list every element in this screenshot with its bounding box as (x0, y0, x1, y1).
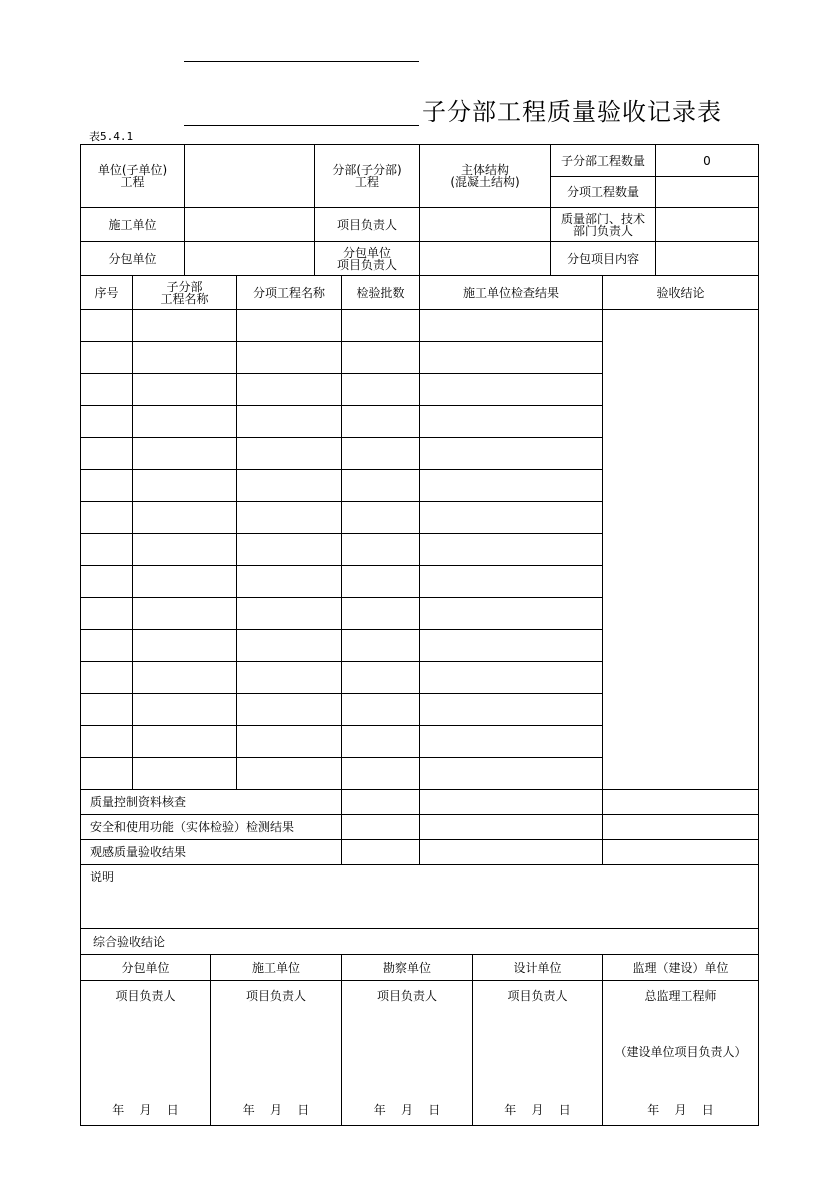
row-check-result-cell[interactable] (419, 693, 603, 726)
quality-dept-label: 质量部门、技术 部门负责人 (550, 207, 656, 242)
construction-unit-label: 施工单位 (80, 207, 185, 242)
row-sub-name-cell[interactable] (132, 373, 237, 406)
col-header-sub-name: 子分部 工程名称 (132, 275, 237, 310)
row-sub-name-cell[interactable] (132, 629, 237, 662)
col-header-check-result: 施工单位检查结果 (419, 275, 603, 310)
row-sub-name-cell[interactable] (132, 469, 237, 502)
sig-block-survey[interactable] (341, 980, 473, 1126)
row-item-name-cell[interactable] (236, 629, 342, 662)
safety-check-result[interactable] (419, 814, 603, 840)
row-batch-count-cell[interactable] (341, 469, 420, 502)
subcontract-manager-value[interactable] (419, 241, 551, 276)
row-no-cell[interactable] (80, 309, 133, 342)
row-batch-count-cell[interactable] (341, 757, 420, 790)
row-batch-count-cell[interactable] (341, 693, 420, 726)
project-manager-label: 项目负责人 (314, 207, 420, 242)
item-count-label: 分项工程数量 (550, 176, 656, 208)
col-header-batch-count: 检验批数 (341, 275, 420, 310)
row-check-result-cell[interactable] (419, 757, 603, 790)
row-item-name-cell[interactable] (236, 693, 342, 726)
row-no-cell[interactable] (80, 597, 133, 630)
row-item-name-cell[interactable] (236, 725, 342, 758)
row-sub-name-cell[interactable] (132, 341, 237, 374)
row-no-cell[interactable] (80, 469, 133, 502)
row-item-name-cell[interactable] (236, 437, 342, 470)
quality-docs-result[interactable] (419, 789, 603, 815)
row-item-name-cell[interactable] (236, 661, 342, 694)
sig-unit-subcontract: 分包单位 (80, 954, 211, 981)
row-no-cell[interactable] (80, 757, 133, 790)
sig-unit-design: 设计单位 (472, 954, 603, 981)
row-sub-name-cell[interactable] (132, 501, 237, 534)
subcontract-manager-label: 分包单位 项目负责人 (314, 241, 420, 276)
sig-date: 年 月 日 (504, 1103, 571, 1117)
row-batch-count-cell[interactable] (341, 597, 420, 630)
row-no-cell[interactable] (80, 565, 133, 598)
appearance-conclusion[interactable] (602, 839, 759, 865)
row-check-result-cell[interactable] (419, 341, 603, 374)
row-no-cell[interactable] (80, 501, 133, 534)
sig-unit-survey: 勘察单位 (341, 954, 473, 981)
row-no-cell[interactable] (80, 437, 133, 470)
row-check-result-cell[interactable] (419, 501, 603, 534)
division-label: 分部(子分部) 工程 (314, 144, 420, 208)
row-sub-name-cell[interactable] (132, 597, 237, 630)
header-line-top (184, 61, 419, 62)
row-no-cell[interactable] (80, 341, 133, 374)
sig-role: 项目负责人 (115, 989, 176, 1003)
row-sub-name-cell[interactable] (132, 661, 237, 694)
col-header-item-name: 分项工程名称 (236, 275, 342, 310)
safety-check-label: 安全和使用功能（实体检验）检测结果 (80, 814, 342, 840)
subcontract-unit-label: 分包单位 (80, 241, 185, 276)
row-check-result-cell[interactable] (419, 533, 603, 566)
row-check-result-cell[interactable] (419, 309, 603, 342)
row-sub-name-cell[interactable] (132, 405, 237, 438)
row-batch-count-cell[interactable] (341, 437, 420, 470)
project-manager-value[interactable] (419, 207, 551, 242)
row-no-cell[interactable] (80, 725, 133, 758)
row-item-name-cell[interactable] (236, 373, 342, 406)
sig-unit-construction: 施工单位 (210, 954, 342, 981)
sig-block-construction[interactable] (210, 980, 342, 1126)
row-check-result-cell[interactable] (419, 373, 603, 406)
row-item-name-cell[interactable] (236, 405, 342, 438)
quality-docs-conclusion[interactable] (602, 789, 759, 815)
row-check-result-cell[interactable] (419, 597, 603, 630)
row-sub-name-cell[interactable] (132, 725, 237, 758)
sig-date: 年 月 日 (112, 1103, 179, 1117)
sig-date: 年 月 日 (242, 1103, 310, 1117)
sub-count-value[interactable]: 0 (655, 144, 759, 177)
row-no-cell[interactable] (80, 693, 133, 726)
sig-block-subcontract[interactable] (80, 980, 211, 1126)
appearance-label: 观感质量验收结果 (80, 839, 342, 865)
row-item-name-cell[interactable] (236, 757, 342, 790)
row-item-name-cell[interactable] (236, 469, 342, 502)
quality-docs-batch[interactable] (341, 789, 420, 815)
overall-conclusion-label: 综合验收结论 (80, 928, 759, 955)
sig-role: 总监理工程师 (644, 989, 717, 1003)
row-batch-count-cell[interactable] (341, 725, 420, 758)
row-sub-name-cell[interactable] (132, 565, 237, 598)
sig-role: 项目负责人 (507, 989, 568, 1003)
sig-role: 项目负责人 (245, 989, 306, 1003)
row-sub-name-cell[interactable] (132, 533, 237, 566)
row-check-result-cell[interactable] (419, 629, 603, 662)
quality-docs-label: 质量控制资料核查 (80, 789, 342, 815)
row-batch-count-cell[interactable] (341, 565, 420, 598)
unit-label: 单位(子单位) 工程 (80, 144, 185, 208)
table-number: 表5.4.1 (89, 130, 134, 143)
subcontract-content-label: 分包项目内容 (550, 241, 656, 276)
sig-date: 年 月 日 (373, 1103, 441, 1117)
row-sub-name-cell[interactable] (132, 309, 237, 342)
appearance-batch[interactable] (341, 839, 420, 865)
header-line-bottom (184, 125, 419, 126)
col-header-no: 序号 (80, 275, 133, 310)
row-sub-name-cell[interactable] (132, 693, 237, 726)
construction-unit-value[interactable] (184, 207, 315, 242)
row-batch-count-cell[interactable] (341, 341, 420, 374)
row-no-cell[interactable] (80, 629, 133, 662)
row-no-cell[interactable] (80, 533, 133, 566)
row-batch-count-cell[interactable] (341, 373, 420, 406)
row-item-name-cell[interactable] (236, 309, 342, 342)
row-no-cell[interactable] (80, 405, 133, 438)
row-item-name-cell[interactable] (236, 533, 342, 566)
item-count-value[interactable] (655, 176, 759, 208)
subcontract-content-value[interactable] (655, 241, 759, 276)
unit-value[interactable] (184, 144, 315, 208)
row-batch-count-cell[interactable] (341, 501, 420, 534)
sub-count-label: 子分部工程数量 (550, 144, 656, 177)
row-no-cell[interactable] (80, 661, 133, 694)
row-batch-count-cell[interactable] (341, 661, 420, 694)
row-check-result-cell[interactable] (419, 565, 603, 598)
row-check-result-cell[interactable] (419, 661, 603, 694)
sig-subrole: （建设单位项目负责人） (614, 1045, 747, 1059)
division-value[interactable]: 主体结构 (混凝土结构) (419, 144, 551, 208)
row-sub-name-cell[interactable] (132, 757, 237, 790)
quality-dept-value[interactable] (655, 207, 759, 242)
row-check-result-cell[interactable] (419, 437, 603, 470)
row-batch-count-cell[interactable] (341, 629, 420, 662)
conclusion-merged-cell[interactable] (602, 309, 759, 790)
safety-check-batch[interactable] (341, 814, 420, 840)
col-header-conclusion: 验收结论 (602, 275, 759, 310)
sig-block-design[interactable] (472, 980, 603, 1126)
row-batch-count-cell[interactable] (341, 405, 420, 438)
notes-field[interactable]: 说明 (80, 864, 759, 929)
row-check-result-cell[interactable] (419, 405, 603, 438)
row-sub-name-cell[interactable] (132, 437, 237, 470)
subcontract-unit-value[interactable] (184, 241, 315, 276)
row-no-cell[interactable] (80, 373, 133, 406)
row-check-result-cell[interactable] (419, 725, 603, 758)
row-item-name-cell[interactable] (236, 501, 342, 534)
row-item-name-cell[interactable] (236, 597, 342, 630)
sig-date: 年 月 日 (647, 1103, 714, 1117)
appearance-result[interactable] (419, 839, 603, 865)
row-item-name-cell[interactable] (236, 341, 342, 374)
row-batch-count-cell[interactable] (341, 533, 420, 566)
row-check-result-cell[interactable] (419, 469, 603, 502)
sig-block-supervision[interactable] (602, 980, 759, 1126)
row-item-name-cell[interactable] (236, 565, 342, 598)
page-title: 子分部工程质量验收记录表 (422, 98, 722, 126)
row-batch-count-cell[interactable] (341, 309, 420, 342)
safety-check-conclusion[interactable] (602, 814, 759, 840)
sig-unit-supervision: 监理（建设）单位 (602, 954, 759, 981)
sig-role: 项目负责人 (376, 989, 437, 1003)
